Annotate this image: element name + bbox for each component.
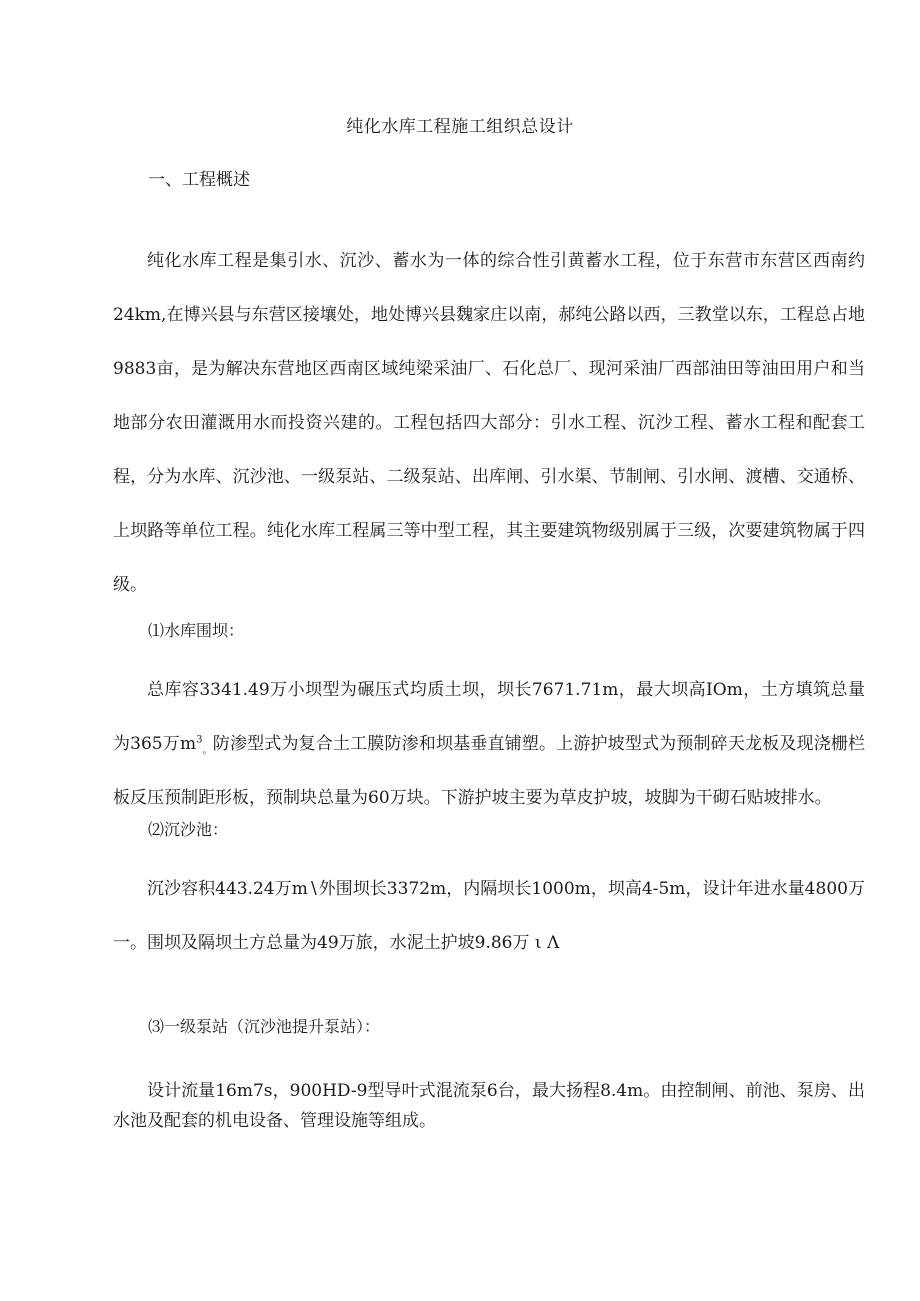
overview-paragraph: 纯化水库工程是集引水、沉沙、蓄水为一体的综合性引黄蓄水工程，位于东营市东营区西南约24km,在博兴县与东营区接壤处，地处博兴县魏家庄以南，郝纯公路以西，三教堂以东，工程总占地9883亩，是为解决东营地区西南区域纯梁采油厂、石化总厂、现河采油厂西部油田等油田用户和当地部分农田灌溉用水而投资兴建的。工程包括四大部分：引水工程、沉沙工程、蓄水工程和配套工程，分为水库、沉沙池、一级泵站、二级泵站、出库闸、引水渠、节制闸、引水闸、渡槽、交通桥、上坝路等单位工程。纯化水库工程属三等中型工程，其主要建筑物级别属于三级，次要建筑物属于四级。 [113, 251, 865, 595]
dam-text-part1: 总库容3341.49万小坝型为碾压式均质土坝，坝长7671.71m，最大坝高IOm，土方填筑总量为365万m [113, 680, 865, 754]
section-heading: 一、工程概述 [148, 170, 250, 190]
item-paragraph-sedimentation-basin: 沉沙容积443.24万m∖外围坝长3372m，内隔坝长1000m，坝高4-5m，设计年进水量4800万一。围坝及隔坝土方总量为49万旅，水泥土护坡9.86万 ι Λ [113, 879, 865, 953]
dam-unit-superscript: 3 [196, 734, 203, 746]
dam-text-part2: 防渗型式为复合土工膜防渗和坝基垂直铺塑。上游护坡型式为预制碎天龙板及现浇栅栏板反压预制距形板，预制块总量为60万块。下游护坡主要为草皮护坡，坡脚为干砌石贴坡排水。 [113, 734, 866, 808]
item-heading-sedimentation-basin: ⑵沉沙池： [148, 820, 229, 839]
item-paragraph-reservoir-dam [113, 663, 865, 825]
item-paragraph-pump-station: 设计流量16m7s，900HD-9型导叶式混流泵6台，最大扬程8.4m。由控制闸、前池、泵房、出水池及配套的机电设备、管理设施等组成。 [113, 1081, 865, 1131]
document-title: 纯化水库工程施工组织总设计 [346, 117, 574, 137]
dam-period-subscript: 。 [202, 745, 213, 757]
item-heading-reservoir-dam: ⑴水库围坝： [148, 621, 245, 640]
item-heading-pump-station: ⑶一级泵站（沉沙池提升泵站）： [148, 1017, 381, 1036]
